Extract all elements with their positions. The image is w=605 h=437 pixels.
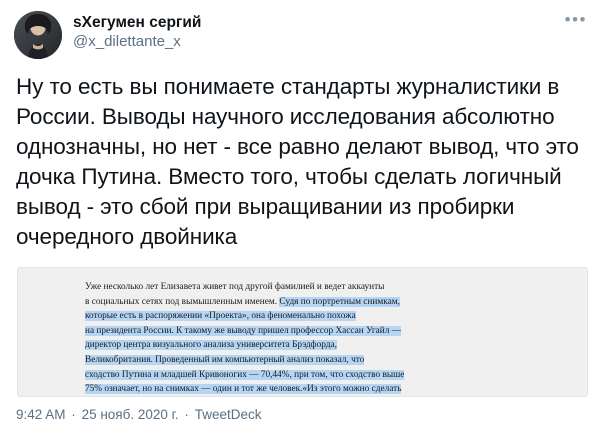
avatar[interactable]	[14, 11, 62, 59]
embedded-screenshot-segment: в социальных сетях под вымышленным именем.	[85, 296, 280, 307]
embedded-screenshot-segment: «Из этого можно сделать	[302, 384, 402, 395]
tweet-header	[0, 0, 605, 59]
embedded-screenshot-segment: Великобритания. Проведенный им компьютерный анализ показал, что	[85, 354, 365, 365]
embedded-screenshot-segment: которые есть в распоряжении «Проекта», она феноменально похожа	[85, 311, 356, 322]
embedded-screenshot-segment: Уже несколько лет Елизавета живет под другой фамилией и ведет аккаунты	[85, 282, 385, 292]
embedded-screenshot-line	[85, 368, 557, 383]
embedded-screenshot-segment: на президента России. К такому же выводу пришел профессор Хассан Угайл —	[85, 325, 402, 336]
tweet-time: 9:42 AM	[16, 407, 66, 422]
footer-separator-1: ·	[71, 407, 76, 422]
embedded-screenshot-segment: 75% означает, но на снимках — один и тот же человек.	[85, 384, 303, 395]
tweet-text: Ну то есть вы понимаете стандарты журналистики в России. Выводы научного исследования абсолютно однозначны, но нет - все равно делают вывод, что это дочка Путина. Вместо того, чтобы сделать логичный вывод - это сбой при выращивании из пробирки очередного двойника	[16, 74, 579, 249]
tweet-date: 25 нояб. 2020 г.	[81, 407, 179, 422]
embedded-screenshot-line	[85, 309, 557, 324]
user-handle[interactable]: @x_dilettante_x	[73, 33, 181, 50]
embedded-screenshot-line	[85, 324, 557, 339]
embedded-screenshot-segment: директор центра визуального анализа университета Брэдфорда,	[85, 340, 337, 351]
embedded-screenshot-line	[85, 353, 557, 368]
embedded-screenshot-segment: Судя по портретным снимкам,	[279, 296, 400, 307]
tweet-footer	[16, 406, 261, 423]
avatar-photo-icon	[14, 11, 62, 59]
embedded-screenshot[interactable]	[17, 267, 588, 397]
embedded-screenshot-text	[85, 280, 557, 397]
embedded-screenshot-line	[85, 295, 557, 310]
embedded-screenshot-segment: сходство Путина и младшей Кривоногих — 70,44%, при том, что сходство выше	[85, 369, 405, 380]
display-name[interactable]: sХегумен сергий	[73, 14, 202, 31]
embedded-screenshot-line	[85, 338, 557, 353]
tweet-source-link[interactable]: TweetDeck	[194, 407, 262, 422]
more-options-icon[interactable]: •••	[564, 10, 587, 29]
name-block	[73, 11, 201, 52]
footer-separator-2: ·	[184, 407, 189, 422]
embedded-screenshot-line	[85, 280, 557, 295]
embedded-screenshot-line	[85, 382, 557, 397]
